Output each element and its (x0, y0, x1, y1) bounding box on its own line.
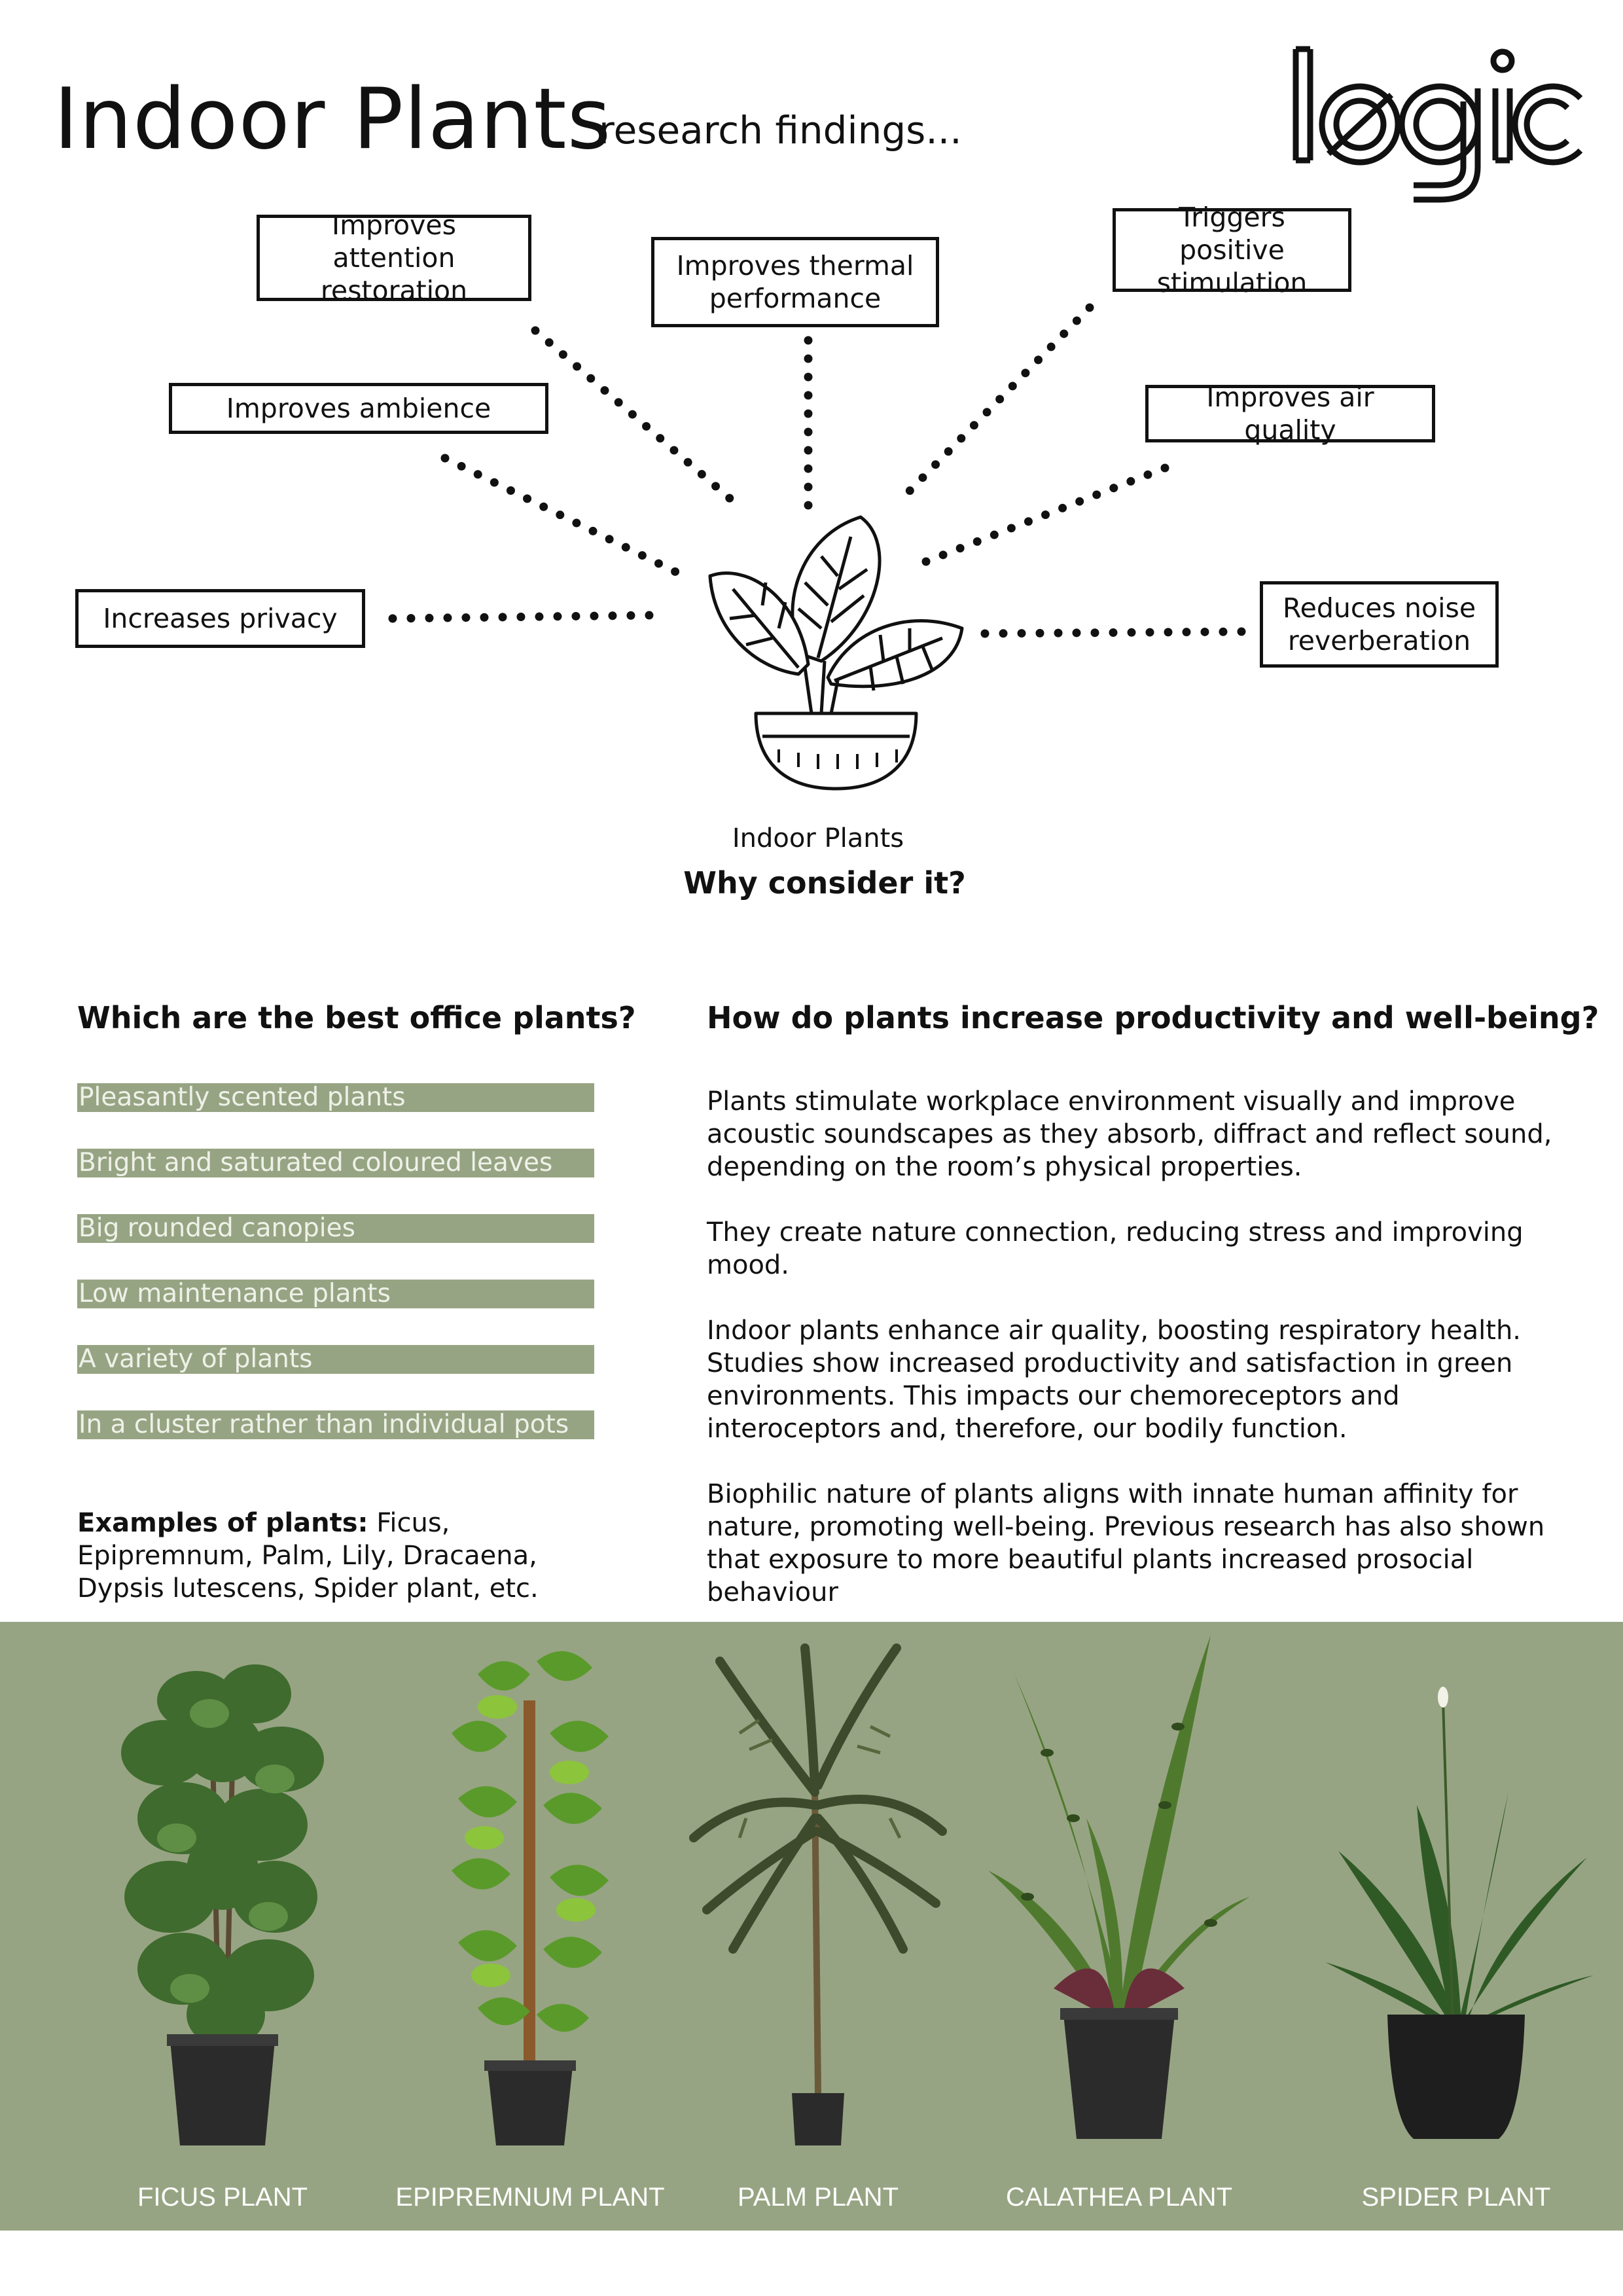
ficus-plant-card (92, 1622, 353, 2231)
list-item: A variety of plants (77, 1345, 594, 1374)
benefit-air-quality: Improves air quality (1145, 385, 1435, 442)
examples-text: Ficus, Epipremnum, Palm, Lily, Dracaena, Dypsis lutescens, Spider plant, etc. (77, 1508, 539, 1604)
best-plants-list (77, 1083, 594, 1476)
list-item: Bright and saturated coloured leaves (77, 1149, 594, 1177)
benefit-thermal-performance: Improves thermal performance (651, 237, 939, 327)
spider-plant-image (1312, 1622, 1600, 2231)
page-title: Indoor Plants (54, 71, 612, 168)
benefit-positive-stimulation: Triggers positive stimulation (1113, 208, 1351, 292)
diagram-question: Why consider it? (683, 865, 966, 901)
plant-label: FICUS PLANT (137, 2183, 308, 2212)
palm-plant-image (681, 1622, 955, 2231)
list-item: In a cluster rather than individual pots (77, 1410, 594, 1439)
calathea-plant-card (975, 1622, 1263, 2231)
paragraph: Indoor plants enhance air quality, boosting respiratory health. Studies show increased productivity and satisfaction in green environments. This impacts our chemoreceptors and interoceptors and, therefore, our bodily function. (707, 1316, 1522, 1444)
palm-plant-card (681, 1622, 955, 2231)
spider-plant-card (1312, 1622, 1600, 2231)
list-item: Big rounded canopies (77, 1214, 594, 1243)
list-item: Low maintenance plants (77, 1280, 594, 1308)
paragraph: Biophilic nature of plants aligns with innate human affinity for nature, promoting well-being. Previous research has also shown that exposure to more beautiful plants increased prosocial behaviour (707, 1479, 1545, 1607)
benefit-ambience: Improves ambience (169, 383, 548, 434)
ficus-plant-image (92, 1622, 353, 2231)
best-plants-heading: Which are the best office plants? (77, 1000, 636, 1035)
paragraph: Plants stimulate workplace environment visually and improve acoustic soundscapes as they absorb, diffract and reflect sound, depending on the room’s physical properties. (707, 1086, 1552, 1182)
list-item: Pleasantly scented plants (77, 1083, 594, 1112)
productivity-heading: How do plants increase productivity and well-being? (707, 1000, 1599, 1035)
paragraph: They create nature connection, reducing stress and improving mood. (707, 1217, 1524, 1280)
examples-label: Examples of plants: (77, 1508, 368, 1538)
epipremnum-plant-image (393, 1622, 668, 2231)
plant-label: CALATHEA PLANT (1005, 2183, 1233, 2212)
plant-label: EPIPREMNUM PLANT (395, 2183, 665, 2212)
plant-label: PALM PLANT (738, 2183, 899, 2212)
productivity-text (707, 1085, 1564, 1641)
diagram-center-label: Indoor Plants (732, 823, 904, 853)
calathea-plant-image (975, 1622, 1263, 2231)
epipremnum-plant-card (393, 1622, 668, 2231)
monstera-illustration (700, 497, 975, 798)
benefit-privacy: Increases privacy (75, 589, 365, 648)
benefit-noise-reverberation: Reduces noise reverberation (1260, 581, 1499, 668)
page-subtitle: research findings... (599, 108, 962, 152)
plant-label: SPIDER PLANT (1361, 2183, 1551, 2212)
benefit-attention-restoration: Improves attention restoration (257, 215, 531, 301)
examples-of-plants (77, 1507, 614, 1605)
